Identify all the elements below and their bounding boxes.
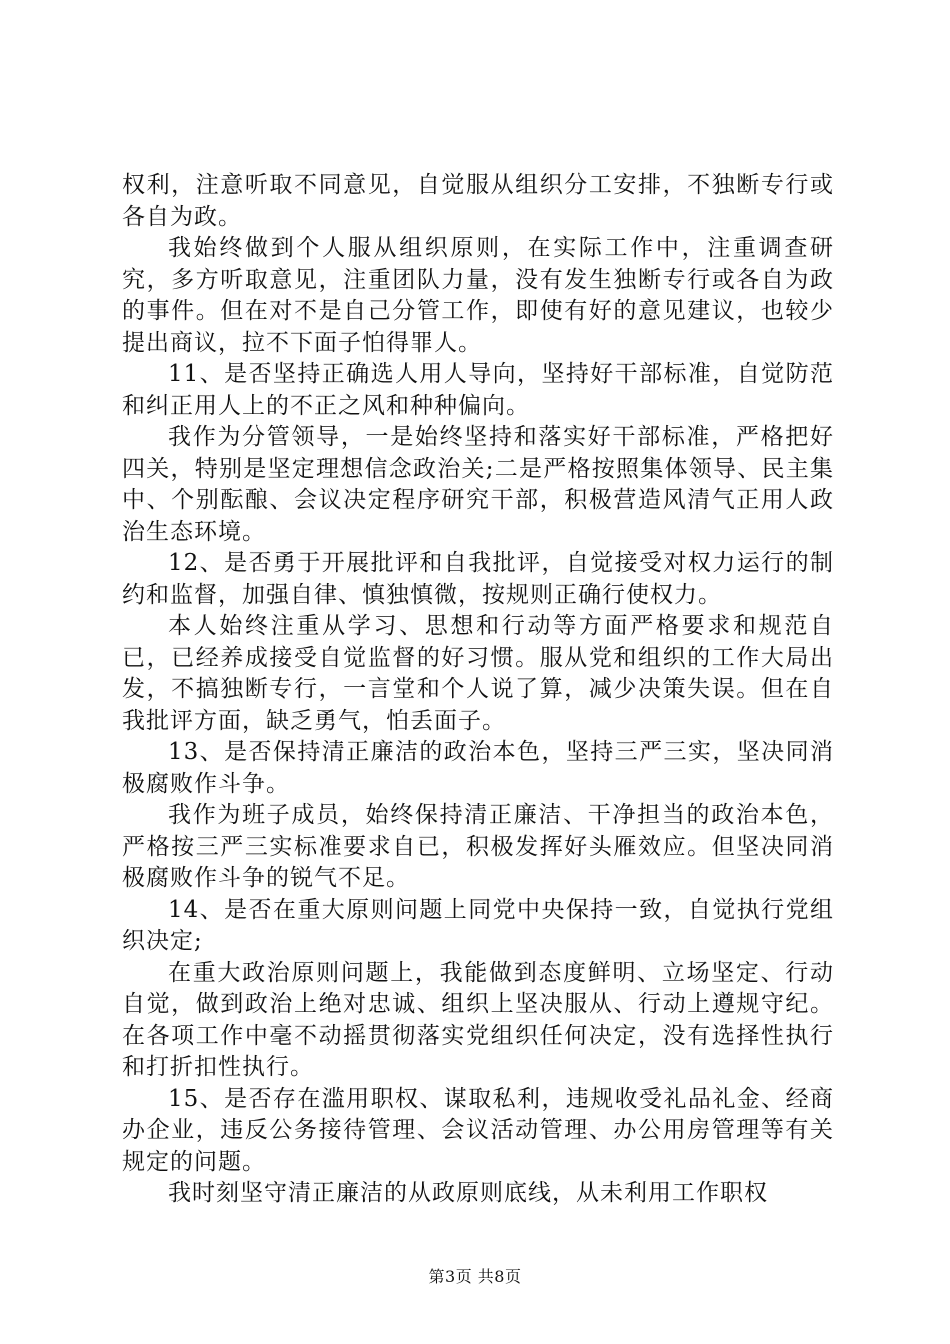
paragraph-question-11: 11、是否坚持正确选人用人导向，坚持好干部标准，自觉防范和纠正用人上的不正之风和种种偏向。 xyxy=(122,361,834,419)
document-body xyxy=(122,170,834,1210)
paragraph-answer-12: 本人始终注重从学习、思想和行动等方面严格要求和规范自已，已经养成接受自觉监督的好习惯。服从党和组织的工作大局出发，不搞独断专行，一言堂和个人说了算，减少决策失误。但在自我批评方面，缺乏勇气，怕丢面子。 xyxy=(122,613,834,734)
paragraph-answer-13: 我作为班子成员，始终保持清正廉洁、干净担当的政治本色，严格按三严三实标准要求自已，积极发挥好头雁效应。但坚决同消极腐败作斗争的锐气不足。 xyxy=(122,802,834,891)
paragraph-answer-14: 在重大政治原则问题上，我能做到态度鲜明、立场坚定、行动自觉，做到政治上绝对忠诚、组织上坚决服从、行动上遵规守纪。在各项工作中毫不动摇贯彻落实党组织任何决定，没有选择性执行和打折扣性执行。 xyxy=(122,959,834,1080)
paragraph-answer-10: 我始终做到个人服从组织原则，在实际工作中，注重调查研究，多方听取意见，注重团队力量，没有发生独断专行或各自为政的事件。但在对不是自己分管工作，即使有好的意见建议，也较少提出商议，拉不下面子怕得罪人。 xyxy=(122,235,834,356)
paragraph-answer-15: 我时刻坚守清正廉洁的从政原则底线，从未利用工作职权 xyxy=(168,1180,768,1206)
paragraph-question-15: 15、是否存在滥用职权、谋取私利，违规收受礼品礼金、经商办企业，违反公务接待管理、会议活动管理、办公用房管理等有关规定的问题。 xyxy=(122,1085,834,1175)
paragraph-question-12: 12、是否勇于开展批评和自我批评，自觉接受对权力运行的制约和监督，加强自律、慎独慎微，按规则正确行使权力。 xyxy=(122,550,834,608)
page-number-footer: 第3页 共8页 xyxy=(428,1267,522,1286)
paragraph-continuation: 权利，注意听取不同意见，自觉服从组织分工安排，不独断专行或各自为政。 xyxy=(122,172,834,230)
paragraph-question-14: 14、是否在重大原则问题上同党中央保持一致，自觉执行党组织决定; xyxy=(122,896,834,954)
paragraph-answer-11: 我作为分管领导，一是始终坚持和落实好干部标准，严格把好四关，特别是坚定理想信念政治关;二是严格按照集体领导、民主集中、个别酝酿、会议决定程序研究干部，积极营造风清气正用人政治生态环境。 xyxy=(122,424,834,545)
paragraph-question-13: 13、是否保持清正廉洁的政治本色，坚持三严三实，坚决同消极腐败作斗争。 xyxy=(122,739,834,797)
